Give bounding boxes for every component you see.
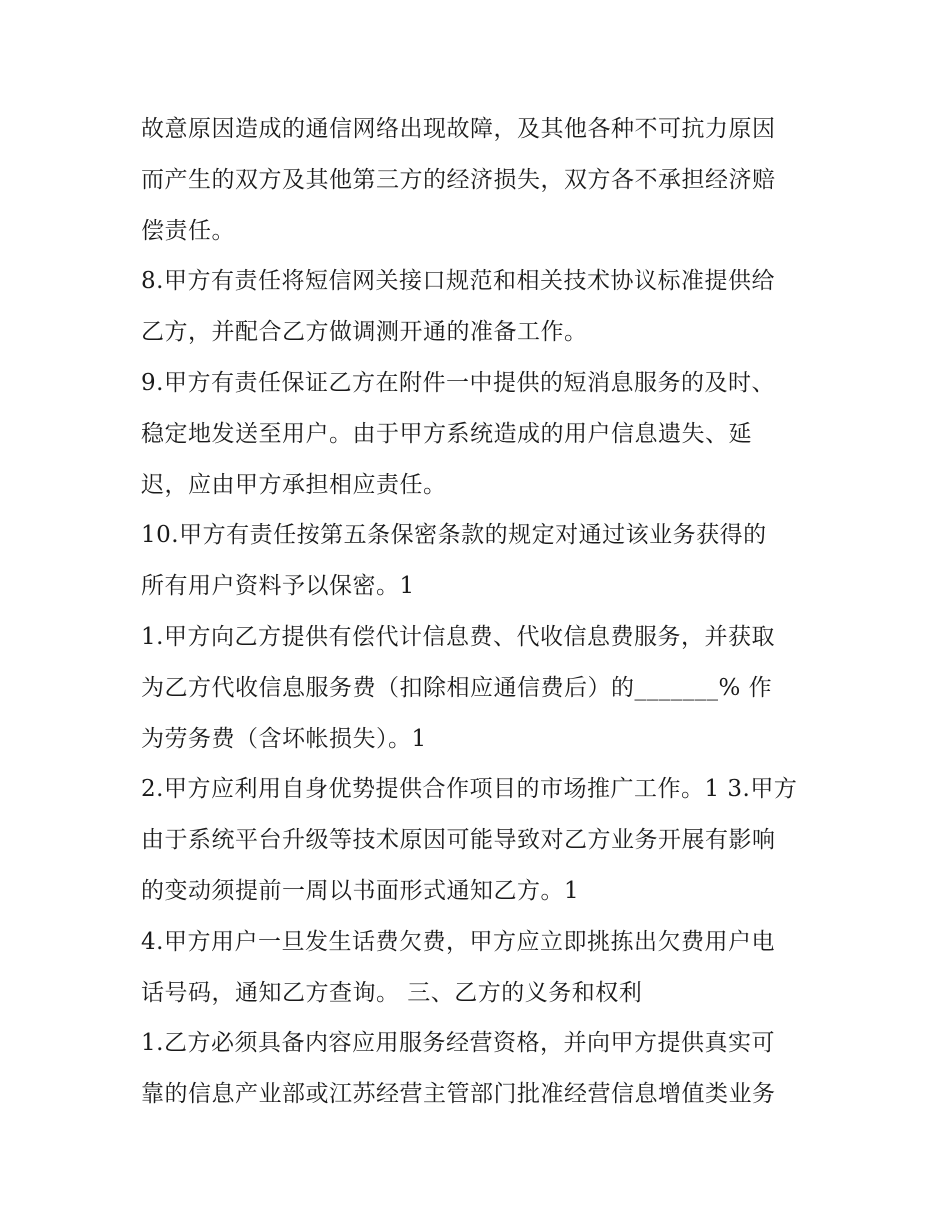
text-line: 由于系统平台升级等技术原因可能导致对乙方业务开展有影响	[141, 827, 776, 854]
text-line: 而产生的双方及其他第三方的经济损失，双方各不承担经济赔	[141, 166, 776, 193]
text-line: 为劳务费（含坏帐损失）。1	[141, 725, 427, 752]
text-line: 靠的信息产业部或江苏经营主管部门批准经营信息增值类业务	[141, 1081, 776, 1108]
text-line: 2.甲方应利用自身优势提供合作项目的市场推广工作。1 3.甲方	[141, 776, 798, 803]
text-line: 的变动须提前一周以书面形式通知乙方。1	[141, 877, 580, 904]
text-line: 话号码，通知乙方查询。 三、乙方的义务和权利	[141, 979, 643, 1006]
text-line: 9.甲方有责任保证乙方在附件一中提供的短消息服务的及时、	[141, 369, 775, 396]
text-line: 1.甲方向乙方提供有偿代计信息费、代收信息费服务，并获取	[141, 623, 775, 650]
text-line: 乙方，并配合乙方做调测开通的准备工作。	[141, 319, 588, 346]
text-line: 偿责任。	[141, 217, 235, 244]
text-line: 8.甲方有责任将短信网关接口规范和相关技术协议标准提供给	[141, 268, 775, 295]
text-line: 为乙方代收信息服务费（扣除相应通信费后）的_______% 作	[141, 674, 773, 701]
text-line: 10.甲方有责任按第五条保密条款的规定对通过该业务获得的	[141, 522, 767, 549]
text-line: 1.乙方必须具备内容应用服务经营资格，并向甲方提供真实可	[141, 1030, 775, 1057]
text-line: 所有用户资料予以保密。1	[141, 573, 415, 600]
text-line: 故意原因造成的通信网络出现故障，及其他各种不可抗力原因	[141, 116, 776, 142]
text-line: 迟，应由甲方承担相应责任。	[141, 471, 447, 498]
text-line: 4.甲方用户一旦发生话费欠费，甲方应立即挑拣出欠费用户电	[141, 928, 775, 955]
contract-text	[141, 104, 821, 1120]
text-line: 稳定地发送至用户。由于甲方系统造成的用户信息遗失、延	[141, 420, 752, 447]
